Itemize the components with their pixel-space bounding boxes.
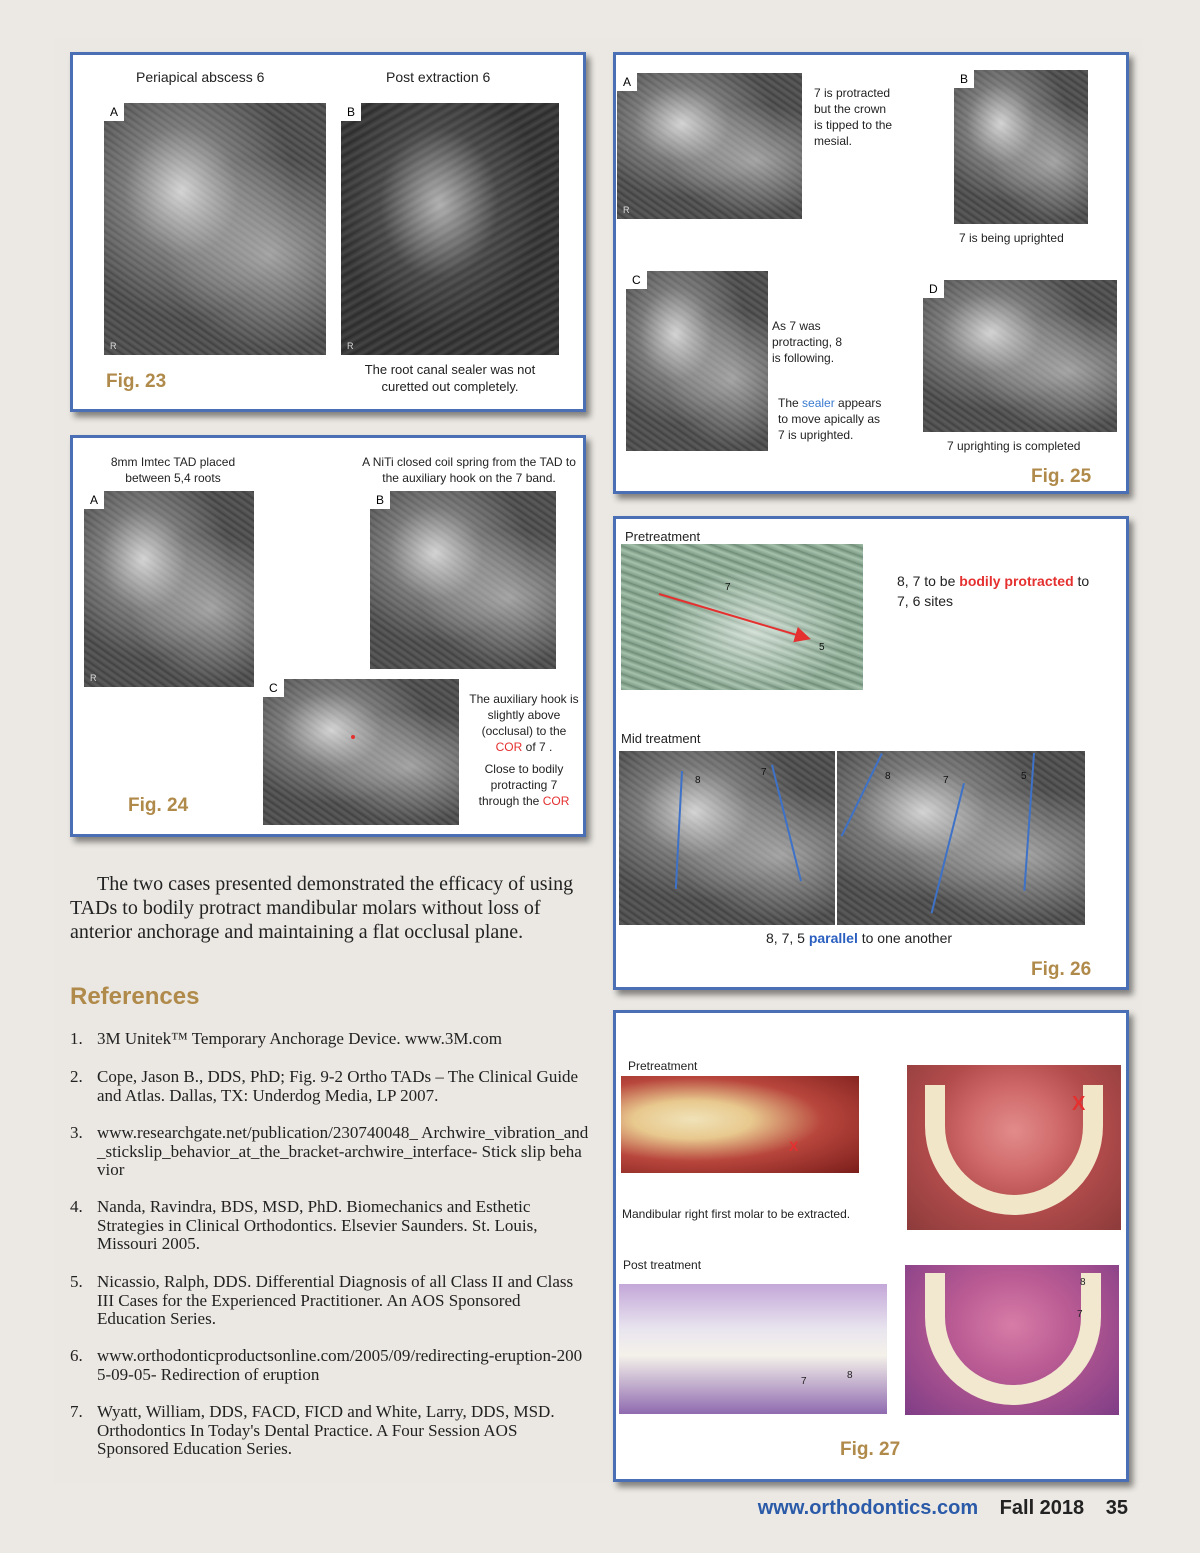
figure-23 — [70, 52, 586, 412]
fig26-midtreatment-label: Mid treatment — [621, 731, 701, 746]
fig26-mid-xray-left: 8 7 — [619, 751, 835, 925]
fig24-caption-b: A NiTi closed coil spring from the TAD to the auxiliary hook on the 7 band. — [362, 455, 576, 485]
footer-page-number: 35 — [1105, 1497, 1128, 1519]
tooth-7-label: 7 — [725, 582, 731, 593]
fig23-title-b: Post extraction 6 — [386, 69, 491, 85]
protraction-arrow — [621, 544, 863, 690]
fig25-label: Fig. 25 — [1031, 466, 1092, 487]
fig27-posttreatment-label: Post treatment — [623, 1258, 702, 1272]
fig25-xray-c: C — [626, 271, 768, 451]
conclusion-paragraph: The two cases presented demonstrated the efficacy of using TADs to bodily protract mandibular molars without loss of anterior anchorage and maintaining a flat occlusal plane. — [70, 873, 574, 943]
reference-item: 6. www.orthodonticproductsonline.com/2005/09/redirecting-eruption-2005-09-05- Redirection of eruption — [70, 1346, 583, 1384]
fig27-pre-caption: Mandibular right first molar to be extracted. — [622, 1207, 851, 1221]
fig27-pre-side-photo — [621, 1076, 859, 1173]
tooth-5-label: 5 — [819, 642, 825, 653]
fig25-xray-d: D — [923, 280, 1117, 432]
fig26-label: Fig. 26 — [1031, 959, 1092, 980]
axis-line-8 — [675, 771, 683, 889]
fig27-label: Fig. 27 — [840, 1439, 901, 1460]
fig26-bottom-caption: 8, 7, 5 parallel to one another — [766, 930, 953, 946]
cor-dot — [351, 735, 355, 739]
fig23-label: Fig. 23 — [106, 371, 167, 392]
fig27-post-side-photo: 7 8 — [619, 1284, 887, 1414]
fig27-pre-occlusal-photo — [907, 1065, 1121, 1230]
fig25-xray-a: A R — [617, 73, 802, 219]
fig23-title-a: Periapical abscess 6 — [136, 69, 265, 85]
fig27-pretreatment-label: Pretreatment — [628, 1059, 698, 1073]
fig25-caption-c: As 7 was protracting, 8 is following. — [772, 319, 843, 365]
fig25-caption-a: 7 is protracted but the crown is tipped to the mesial. — [814, 86, 893, 148]
fig25-xray-b: B — [954, 70, 1088, 224]
fig26-pretreatment-label: Pretreatment — [625, 529, 701, 544]
fig24-xray-b: B — [370, 491, 556, 669]
reference-item: 7. Wyatt, William, DDS, FACD, FICD and White, Larry, DDS, MSD. Orthodontics In Today's Dental Practice. A Four Session AOS Sponsored Education Series. — [70, 1402, 555, 1458]
footer-issue: Fall 2018 — [999, 1497, 1085, 1519]
extraction-mark: X — [1072, 1093, 1086, 1115]
reference-item: 3. www.researchgate.net/publication/230740048_ Archwire_vibration_and_stickslip_behavior_at_the_bracket-archwire_interface- Stick slip behavior — [70, 1123, 589, 1179]
figure-24 — [70, 435, 586, 837]
reference-item: 1. 3M Unitek™ Temporary Anchorage Device. www.3M.com — [70, 1029, 502, 1048]
fig24-label: Fig. 24 — [128, 795, 189, 816]
references-heading: References — [70, 983, 200, 1010]
axis-line-7 — [931, 783, 965, 914]
fig23-caption-b: The root canal sealer was not curetted out completely. — [364, 362, 536, 394]
figure-26 — [613, 516, 1129, 990]
fig26-mid-xray-right: 8 7 5 — [837, 751, 1085, 925]
fig24-caption-c: The auxiliary hook is slightly above (occlusal) to the COR of 7 . Close to bodily protracting 7 through the COR — [469, 692, 579, 808]
fig26-pretreatment-xray — [621, 544, 863, 690]
fig25-caption-d: 7 uprighting is completed — [947, 439, 1081, 453]
fig24-xray-c: C — [263, 679, 459, 825]
reference-item: 2. Cope, Jason B., DDS, PhD; Fig. 9-2 Ortho TADs – The Clinical Guide and Atlas. Dallas, TX: Underdog Media, LP 2007. — [70, 1067, 579, 1105]
lower-arch — [925, 1273, 1101, 1405]
fig23-xray-b: B R — [341, 103, 559, 355]
extraction-mark: X — [789, 1138, 799, 1154]
reference-item: 4. Nanda, Ravindra, BDS, MSD, PhD. Biomechanics and Esthetic Strategies in Clinical Orthodontics. Elsevier Saunders. St. Louis, Missouri 2005. — [70, 1197, 538, 1253]
figure-27 — [613, 1010, 1129, 1482]
fig23-xray-a: A R — [104, 103, 326, 355]
figure-25 — [613, 52, 1129, 494]
axis-line-8 — [841, 753, 883, 837]
axis-line-7 — [771, 765, 802, 882]
footer-url[interactable]: www.orthodontics.com — [757, 1497, 979, 1519]
fig25-caption-b: 7 is being uprighted — [959, 231, 1064, 245]
fig24-caption-a: 8mm Imtec TAD placed between 5,4 roots — [110, 455, 236, 485]
reference-item: 5. Nicassio, Ralph, DDS. Differential Diagnosis of all Class II and Class III Cases for the Experienced Practitioner. An AOS Sponsored Education Series. — [70, 1272, 574, 1328]
fig24-xray-a: A R — [84, 491, 254, 687]
fig26-note: 8, 7 to be bodily protracted to 7, 6 sites — [897, 573, 1090, 609]
fig25-caption-c-sealer: The sealer appears to move apically as 7 is uprighted. — [778, 396, 882, 442]
fig27-post-occlusal-photo: 8 7 — [905, 1265, 1119, 1415]
page-footer — [758, 1497, 1128, 1520]
